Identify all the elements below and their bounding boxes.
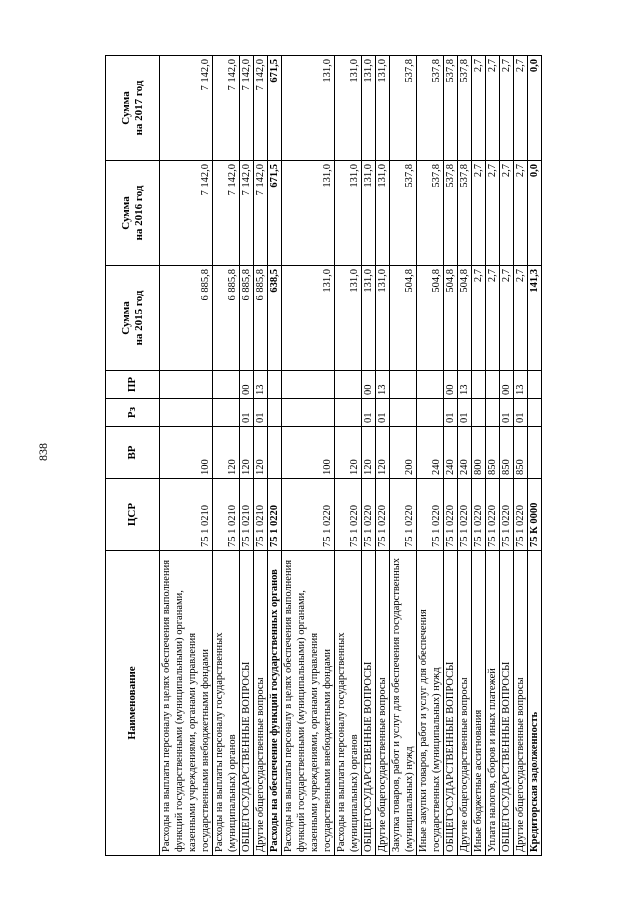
cell-pr <box>160 371 213 399</box>
cell-csr: 75 1 0220 <box>486 479 500 551</box>
table-row <box>390 56 417 856</box>
cell-name: ОБЩЕГОСУДАРСТВЕННЫЕ ВОПРОСЫ <box>240 551 254 856</box>
cell-name: Иные бюджетные ассигнования <box>472 551 486 856</box>
cell-name: Расходы на выплаты персоналу в целях обеспечения выполнения функций государственными (муниципальными) органами, казенными учреждениями, органами управления государственными внебюджетными фондами <box>160 551 213 856</box>
cell-name: Другие общегосударственные вопросы <box>376 551 390 856</box>
cell-2016: 2,7 <box>472 161 486 266</box>
cell-name: ОБЩЕГОСУДАРСТВЕННЫЕ ВОПРОСЫ <box>444 551 458 856</box>
cell-2016: 7 142,0 <box>160 161 213 266</box>
cell-pr <box>213 371 240 399</box>
cell-2015: 638,5 <box>268 266 282 371</box>
cell-name: ОБЩЕГОСУДАРСТВЕННЫЕ ВОПРОСЫ <box>500 551 514 856</box>
table-row <box>376 56 390 856</box>
cell-2015: 6 885,8 <box>254 266 268 371</box>
cell-csr: 75 1 0220 <box>514 479 528 551</box>
cell-2017: 131,0 <box>335 56 362 161</box>
cell-2017: 2,7 <box>472 56 486 161</box>
cell-pr: 00 <box>444 371 458 399</box>
cell-rz: 01 <box>500 399 514 427</box>
cell-csr: 75 1 0220 <box>268 479 282 551</box>
table-row <box>486 56 500 856</box>
table-body <box>160 56 542 856</box>
cell-csr: 75 1 0220 <box>282 479 335 551</box>
cell-2017: 7 142,0 <box>254 56 268 161</box>
header-name: Наименование <box>106 551 160 856</box>
cell-2015: 141,3 <box>528 266 542 371</box>
cell-vr: 120 <box>254 427 268 479</box>
cell-name: ОБЩЕГОСУДАРСТВЕННЫЕ ВОПРОСЫ <box>362 551 376 856</box>
table-row <box>335 56 362 856</box>
table-row <box>268 56 282 856</box>
cell-vr: 100 <box>282 427 335 479</box>
cell-name: Расходы на выплаты персоналу государственных (муниципальных) органов <box>335 551 362 856</box>
header-2015: Сумма на 2015 год <box>106 266 160 371</box>
cell-rz <box>213 399 240 427</box>
cell-2016: 537,8 <box>458 161 472 266</box>
cell-2016: 2,7 <box>514 161 528 266</box>
header-csr: ЦСР <box>106 479 160 551</box>
cell-csr: 75 К 0000 <box>528 479 542 551</box>
cell-pr <box>282 371 335 399</box>
cell-rz <box>472 399 486 427</box>
cell-vr <box>528 427 542 479</box>
cell-pr: 13 <box>514 371 528 399</box>
cell-2017: 131,0 <box>282 56 335 161</box>
cell-rz <box>268 399 282 427</box>
budget-table <box>105 55 542 856</box>
cell-rz: 01 <box>376 399 390 427</box>
cell-2016: 131,0 <box>362 161 376 266</box>
cell-2017: 0,0 <box>528 56 542 161</box>
rotated-table-container <box>105 56 555 856</box>
cell-csr: 75 1 0220 <box>472 479 486 551</box>
cell-2017: 2,7 <box>486 56 500 161</box>
cell-2017: 537,8 <box>390 56 417 161</box>
cell-2015: 504,8 <box>444 266 458 371</box>
cell-2015: 6 885,8 <box>213 266 240 371</box>
cell-2016: 131,0 <box>335 161 362 266</box>
cell-rz: 01 <box>458 399 472 427</box>
cell-vr: 120 <box>335 427 362 479</box>
cell-vr: 240 <box>458 427 472 479</box>
cell-2016: 131,0 <box>376 161 390 266</box>
cell-vr: 850 <box>514 427 528 479</box>
cell-2015: 2,7 <box>472 266 486 371</box>
cell-csr: 75 1 0220 <box>444 479 458 551</box>
cell-2015: 504,8 <box>417 266 444 371</box>
table-row <box>160 56 213 856</box>
cell-2017: 2,7 <box>500 56 514 161</box>
cell-pr: 00 <box>500 371 514 399</box>
cell-2015: 131,0 <box>362 266 376 371</box>
cell-pr <box>528 371 542 399</box>
cell-name: Кредиторская задолженность <box>528 551 542 856</box>
cell-vr: 850 <box>486 427 500 479</box>
cell-2017: 7 142,0 <box>213 56 240 161</box>
cell-rz <box>335 399 362 427</box>
cell-name: Расходы на обеспечение функций государственных органов <box>268 551 282 856</box>
cell-name: Другие общегосударственные вопросы <box>514 551 528 856</box>
cell-2016: 537,8 <box>444 161 458 266</box>
cell-2015: 131,0 <box>282 266 335 371</box>
cell-2016: 7 142,0 <box>254 161 268 266</box>
cell-2015: 131,0 <box>335 266 362 371</box>
cell-name: Другие общегосударственные вопросы <box>458 551 472 856</box>
cell-vr: 240 <box>444 427 458 479</box>
cell-vr: 120 <box>213 427 240 479</box>
cell-vr: 120 <box>376 427 390 479</box>
cell-csr: 75 1 0210 <box>240 479 254 551</box>
cell-2017: 2,7 <box>514 56 528 161</box>
cell-rz <box>390 399 417 427</box>
cell-2015: 504,8 <box>390 266 417 371</box>
cell-2017: 537,8 <box>458 56 472 161</box>
cell-vr <box>268 427 282 479</box>
cell-csr: 75 1 0220 <box>362 479 376 551</box>
table-row <box>254 56 268 856</box>
cell-csr: 75 1 0210 <box>254 479 268 551</box>
table-row <box>362 56 376 856</box>
cell-name: Уплата налогов, сборов и иных платежей <box>486 551 500 856</box>
cell-csr: 75 1 0210 <box>160 479 213 551</box>
cell-2016: 7 142,0 <box>213 161 240 266</box>
cell-name: Другие общегосударственные вопросы <box>254 551 268 856</box>
cell-csr: 75 1 0220 <box>335 479 362 551</box>
cell-rz: 01 <box>444 399 458 427</box>
header-2017: Сумма на 2017 год <box>106 56 160 161</box>
table-row <box>417 56 444 856</box>
table-row <box>472 56 486 856</box>
cell-2017: 671,5 <box>268 56 282 161</box>
cell-name: Расходы на выплаты персоналу государственных (муниципальных) органов <box>213 551 240 856</box>
header-pr: ПР <box>106 371 160 399</box>
header-rz: Рз <box>106 399 160 427</box>
cell-vr: 240 <box>417 427 444 479</box>
cell-pr: 00 <box>362 371 376 399</box>
cell-pr <box>417 371 444 399</box>
cell-pr <box>472 371 486 399</box>
cell-2016: 2,7 <box>500 161 514 266</box>
cell-rz: 01 <box>254 399 268 427</box>
cell-2016: 671,5 <box>268 161 282 266</box>
header-vr: ВР <box>106 427 160 479</box>
cell-name: Закупка товаров, работ и услуг для обеспечения государственных (муниципальных) нужд <box>390 551 417 856</box>
cell-2017: 537,8 <box>444 56 458 161</box>
cell-2015: 504,8 <box>458 266 472 371</box>
cell-vr: 120 <box>240 427 254 479</box>
cell-pr: 13 <box>458 371 472 399</box>
cell-vr: 850 <box>500 427 514 479</box>
cell-vr: 120 <box>362 427 376 479</box>
cell-name: Расходы на выплаты персоналу в целях обеспечения выполнения функций государственными (муниципальными) органами, казенными учреждениями, органами управления государственными внебюджетными фондами <box>282 551 335 856</box>
cell-2015: 131,0 <box>376 266 390 371</box>
cell-2016: 0,0 <box>528 161 542 266</box>
cell-2015: 2,7 <box>514 266 528 371</box>
cell-csr: 75 1 0220 <box>458 479 472 551</box>
cell-2015: 6 885,8 <box>240 266 254 371</box>
cell-vr: 800 <box>472 427 486 479</box>
cell-rz <box>528 399 542 427</box>
table-row <box>458 56 472 856</box>
cell-2017: 7 142,0 <box>240 56 254 161</box>
table-row <box>528 56 542 856</box>
cell-csr: 75 1 0220 <box>500 479 514 551</box>
cell-vr: 100 <box>160 427 213 479</box>
table-row <box>282 56 335 856</box>
cell-2016: 7 142,0 <box>240 161 254 266</box>
cell-csr: 75 1 0210 <box>213 479 240 551</box>
cell-rz <box>417 399 444 427</box>
cell-2017: 7 142,0 <box>160 56 213 161</box>
table-row <box>514 56 528 856</box>
page-number: 838 <box>36 443 50 461</box>
cell-2015: 2,7 <box>486 266 500 371</box>
cell-csr: 75 1 0220 <box>376 479 390 551</box>
cell-2015: 6 885,8 <box>160 266 213 371</box>
cell-pr: 13 <box>376 371 390 399</box>
cell-csr: 75 1 0220 <box>390 479 417 551</box>
cell-2016: 537,8 <box>390 161 417 266</box>
cell-rz <box>282 399 335 427</box>
cell-rz: 01 <box>240 399 254 427</box>
cell-2017: 537,8 <box>417 56 444 161</box>
cell-name: Иные закупки товаров, работ и услуг для обеспечения государственных (муниципальных) нужд <box>417 551 444 856</box>
cell-2017: 131,0 <box>376 56 390 161</box>
cell-pr: 00 <box>240 371 254 399</box>
cell-rz <box>486 399 500 427</box>
cell-csr: 75 1 0220 <box>417 479 444 551</box>
cell-2015: 2,7 <box>500 266 514 371</box>
cell-pr <box>486 371 500 399</box>
cell-2016: 131,0 <box>282 161 335 266</box>
table-row <box>444 56 458 856</box>
cell-2016: 537,8 <box>417 161 444 266</box>
cell-pr: 13 <box>254 371 268 399</box>
cell-rz <box>160 399 213 427</box>
table-row <box>240 56 254 856</box>
header-2016: Сумма на 2016 год <box>106 161 160 266</box>
cell-2016: 2,7 <box>486 161 500 266</box>
cell-pr <box>335 371 362 399</box>
table-row <box>500 56 514 856</box>
cell-rz: 01 <box>514 399 528 427</box>
table-row <box>213 56 240 856</box>
cell-2017: 131,0 <box>362 56 376 161</box>
header-row <box>106 56 160 856</box>
cell-pr <box>390 371 417 399</box>
cell-vr: 200 <box>390 427 417 479</box>
cell-pr <box>268 371 282 399</box>
cell-rz: 01 <box>362 399 376 427</box>
